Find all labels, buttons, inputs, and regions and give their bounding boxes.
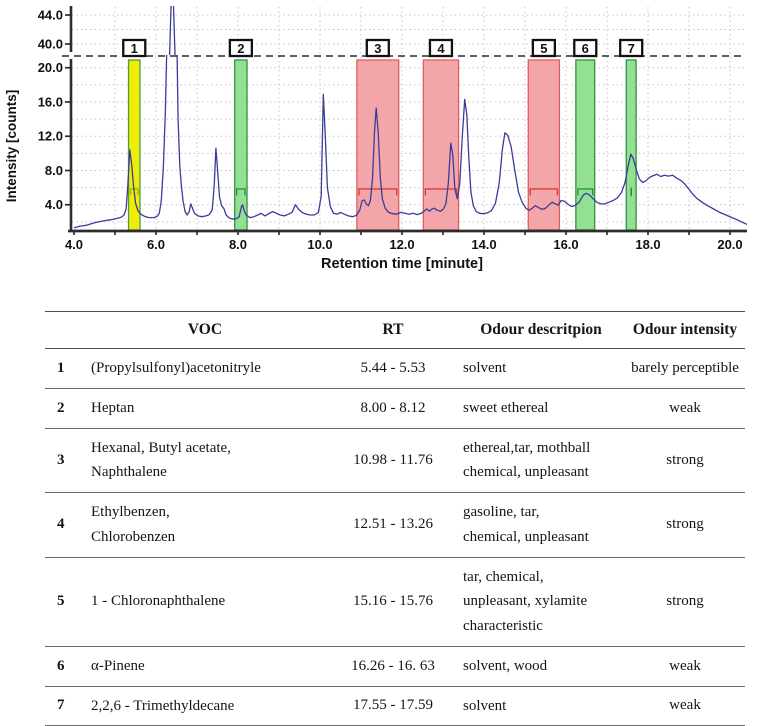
x-tick-label: 8.0 — [228, 237, 248, 252]
rt-range: 15.16 - 15.76 — [329, 557, 457, 646]
odour-window-band-1 — [129, 60, 140, 230]
voc-name-line: 2,2,6 - Trimethyldecane — [91, 697, 235, 714]
odour-description-line: sweet ethereal — [463, 399, 549, 416]
header-odour-intensity: Odour intensity — [625, 312, 745, 349]
odour-description — [457, 686, 625, 726]
row-number: 7 — [45, 686, 81, 726]
row-number: 3 — [45, 428, 81, 493]
odour-description-line: tar, chemical, — [463, 568, 544, 585]
voc-name-line: Heptan — [91, 399, 135, 416]
voc-row-5 — [45, 557, 745, 646]
odour-description — [457, 493, 625, 558]
rt-range: 5.44 - 5.53 — [329, 349, 457, 389]
voc-name-line: 1 - Chloronaphthalene — [91, 593, 226, 610]
odour-window-band-3 — [357, 60, 399, 230]
voc-name — [81, 557, 329, 646]
voc-name — [81, 493, 329, 558]
voc-row-7 — [45, 686, 745, 726]
header-number — [45, 312, 81, 349]
band-label-number: 1 — [130, 41, 138, 56]
odour-window-band-2 — [235, 60, 247, 230]
odour-description-line: gasoline, tar, — [463, 504, 540, 520]
voc-row-2 — [45, 388, 745, 428]
rt-range: 16.26 - 16. 63 — [329, 646, 457, 686]
rt-range: 10.98 - 11.76 — [329, 428, 457, 493]
band-label-number: 4 — [437, 41, 445, 56]
odour-description-line: ethereal,tar, mothball — [463, 439, 591, 456]
voc-name-line: Naphthalene — [91, 464, 167, 481]
header-odour-description: Odour descritpion — [457, 312, 625, 349]
odour-intensity: strong — [625, 428, 745, 493]
voc-name — [81, 388, 329, 428]
odour-description — [457, 388, 625, 428]
odour-description — [457, 557, 625, 646]
voc-table-body — [45, 349, 745, 726]
band-label-number: 5 — [540, 41, 548, 56]
row-number: 2 — [45, 388, 81, 428]
chromatogram-trace-upper — [74, 0, 747, 276]
band-label-number: 3 — [374, 41, 382, 56]
row-number: 4 — [45, 493, 81, 558]
y-tick-label: 4.0 — [44, 197, 63, 213]
voc-name-line: Hexanal, Butyl acetate, — [91, 439, 231, 456]
voc-name — [81, 349, 329, 389]
odour-intensity: weak — [625, 388, 745, 428]
row-number: 6 — [45, 646, 81, 686]
odour-description-line: characteristic — [463, 618, 543, 634]
x-tick-label: 12.0 — [389, 237, 415, 252]
odour-description — [457, 646, 625, 686]
x-tick-label: 10.0 — [307, 237, 333, 252]
x-tick-label: 14.0 — [471, 237, 497, 252]
voc-row-1 — [45, 349, 745, 389]
y-tick-label: 40.0 — [37, 36, 63, 52]
odour-window-band-4 — [423, 60, 458, 230]
x-axis-title: Retention time [minute] — [321, 256, 483, 272]
odour-intensity: strong — [625, 493, 745, 558]
table-header-row — [45, 312, 745, 349]
voc-table — [45, 311, 745, 726]
y-tick-label: 8.0 — [44, 162, 63, 178]
y-tick-label: 16.0 — [37, 94, 63, 110]
y-tick-label: 20.0 — [37, 60, 63, 76]
x-tick-label: 20.0 — [717, 237, 743, 252]
odour-description-line: solvent, wood — [463, 657, 548, 674]
rt-range: 12.51 - 13.26 — [329, 493, 457, 558]
odour-window-band-6 — [576, 60, 595, 230]
chromatogram-chart — [0, 0, 760, 276]
voc-row-6 — [45, 646, 745, 686]
row-number: 1 — [45, 349, 81, 389]
y-tick-label: 12.0 — [37, 128, 63, 144]
x-tick-label: 4.0 — [64, 237, 84, 252]
voc-name — [81, 686, 329, 726]
voc-name-line: α-Pinene — [91, 657, 145, 674]
odour-window-band-7 — [626, 60, 636, 230]
y-tick-label: 44.0 — [37, 7, 63, 23]
header-rt: RT — [329, 312, 457, 349]
voc-name-line: Chlorobenzen — [91, 528, 176, 545]
x-tick-label: 16.0 — [553, 237, 579, 252]
band-label-number: 2 — [237, 41, 245, 56]
odour-intensity: weak — [625, 686, 745, 726]
band-label-number: 7 — [627, 41, 635, 56]
odour-intensity: barely perceptible — [625, 349, 745, 389]
odour-description-line: chemical, unpleasant — [463, 464, 589, 481]
chromatogram-figure — [0, 0, 760, 281]
rt-range: 17.55 - 17.59 — [329, 686, 457, 726]
voc-name — [81, 646, 329, 686]
voc-name-line: Ethylbenzen, — [91, 504, 170, 520]
odour-description — [457, 349, 625, 389]
odour-description-line: solvent — [463, 697, 507, 714]
odour-window-band-5 — [528, 60, 559, 230]
odour-description-line: solvent — [463, 360, 507, 376]
y-axis-title: Intensity [counts] — [4, 89, 19, 203]
band-label-number: 6 — [581, 41, 589, 56]
odour-intensity: strong — [625, 557, 745, 646]
voc-name-line: (Propylsulfonyl)acetonitryle — [91, 360, 261, 376]
x-tick-label: 18.0 — [635, 237, 661, 252]
voc-row-4 — [45, 493, 745, 558]
odour-description-line: unpleasant, xylamite — [463, 593, 588, 610]
voc-name — [81, 428, 329, 493]
odour-description — [457, 428, 625, 493]
rt-range: 8.00 - 8.12 — [329, 388, 457, 428]
odour-description-line: chemical, unpleasant — [463, 528, 589, 545]
header-voc: VOC — [81, 312, 329, 349]
x-tick-label: 6.0 — [146, 237, 166, 252]
voc-row-3 — [45, 428, 745, 493]
row-number: 5 — [45, 557, 81, 646]
odour-intensity: weak — [625, 646, 745, 686]
